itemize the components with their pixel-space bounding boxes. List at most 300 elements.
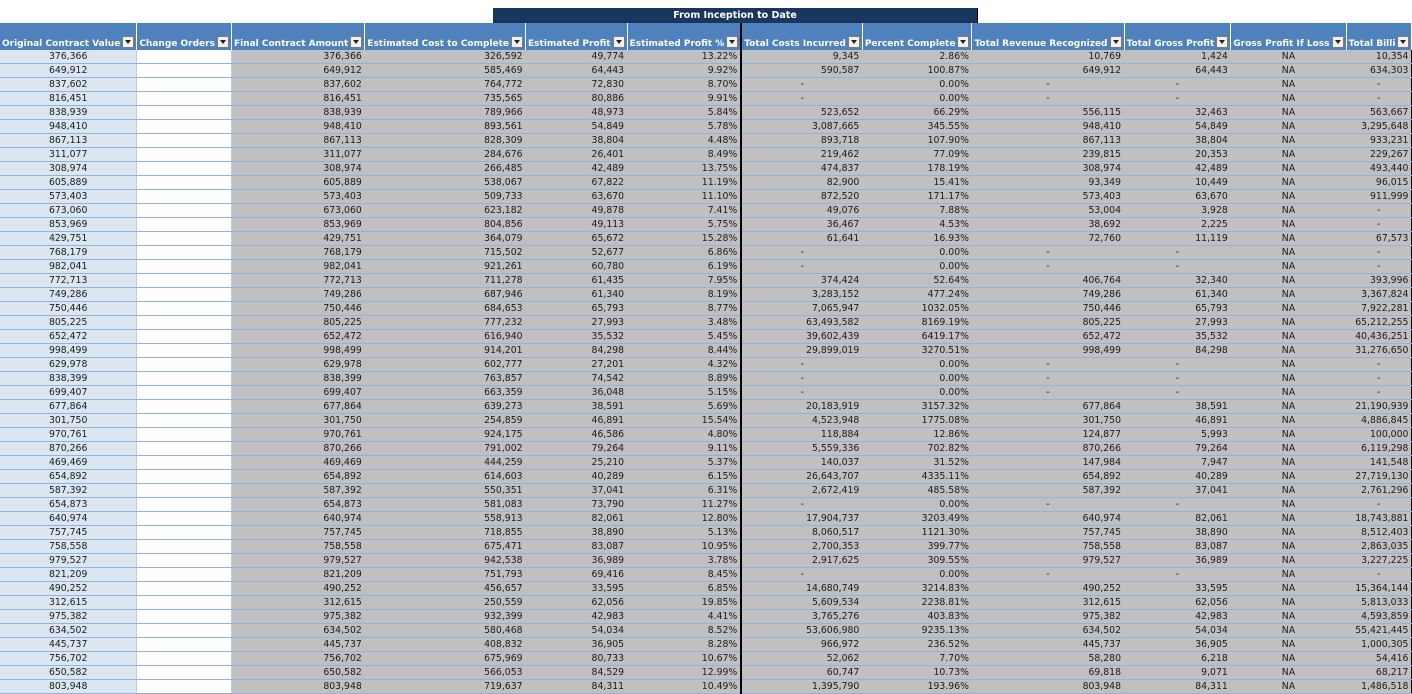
- cell-estimated-profit-pct[interactable]: 11.10%: [627, 190, 741, 204]
- cell-total-gross-profit[interactable]: 37,041: [1124, 484, 1231, 498]
- cell-original-contract-value[interactable]: 838,399: [0, 372, 137, 386]
- cell-estimated-cost-to-complete[interactable]: 616,940: [365, 330, 526, 344]
- cell-estimated-cost-to-complete[interactable]: 751,793: [365, 568, 526, 582]
- cell-change-orders[interactable]: [137, 316, 232, 330]
- cell-total-gross-profit[interactable]: 42,983: [1124, 610, 1231, 624]
- cell-final-contract-amount[interactable]: 838,939: [231, 106, 364, 120]
- cell-total-costs-incurred[interactable]: 36,467: [741, 218, 862, 232]
- cell-gross-profit-if-loss[interactable]: NA: [1231, 554, 1346, 568]
- cell-total-billings[interactable]: 27,719,130: [1346, 470, 1412, 484]
- cell-gross-profit-if-loss[interactable]: NA: [1231, 190, 1346, 204]
- cell-estimated-profit[interactable]: 84,529: [526, 666, 628, 680]
- cell-estimated-profit[interactable]: 84,298: [526, 344, 628, 358]
- cell-total-billings[interactable]: 5,813,033: [1346, 596, 1412, 610]
- cell-gross-profit-if-loss[interactable]: NA: [1231, 260, 1346, 274]
- cell-percent-complete[interactable]: 12.86%: [862, 428, 972, 442]
- cell-estimated-cost-to-complete[interactable]: 250,559: [365, 596, 526, 610]
- cell-final-contract-amount[interactable]: 654,873: [231, 498, 364, 512]
- cell-total-billings[interactable]: 67,573: [1346, 232, 1412, 246]
- cell-estimated-profit[interactable]: 27,993: [526, 316, 628, 330]
- cell-percent-complete[interactable]: 0.00%: [862, 386, 972, 400]
- cell-total-gross-profit[interactable]: 6,218: [1124, 652, 1231, 666]
- column-header-final-contract-amount[interactable]: [231, 23, 364, 50]
- cell-total-gross-profit[interactable]: 36,989: [1124, 554, 1231, 568]
- cell-percent-complete[interactable]: 0.00%: [862, 92, 972, 106]
- cell-original-contract-value[interactable]: 979,527: [0, 554, 137, 568]
- cell-estimated-profit-pct[interactable]: 5.37%: [627, 456, 741, 470]
- cell-estimated-profit[interactable]: 38,804: [526, 134, 628, 148]
- cell-change-orders[interactable]: [137, 134, 232, 148]
- cell-total-gross-profit[interactable]: 2,225: [1124, 218, 1231, 232]
- cell-total-costs-incurred[interactable]: -: [741, 498, 862, 512]
- cell-estimated-profit-pct[interactable]: 10.67%: [627, 652, 741, 666]
- cell-total-revenue-recognized[interactable]: -: [972, 498, 1124, 512]
- cell-change-orders[interactable]: [137, 470, 232, 484]
- cell-percent-complete[interactable]: 77.09%: [862, 148, 972, 162]
- cell-percent-complete[interactable]: 0.00%: [862, 246, 972, 260]
- cell-estimated-cost-to-complete[interactable]: 675,471: [365, 540, 526, 554]
- cell-percent-complete[interactable]: 31.52%: [862, 456, 972, 470]
- cell-total-costs-incurred[interactable]: 29,899,019: [741, 344, 862, 358]
- cell-change-orders[interactable]: [137, 162, 232, 176]
- cell-change-orders[interactable]: [137, 610, 232, 624]
- cell-final-contract-amount[interactable]: 750,446: [231, 302, 364, 316]
- cell-change-orders[interactable]: [137, 666, 232, 680]
- filter-dropdown-icon[interactable]: [350, 36, 362, 48]
- cell-total-revenue-recognized[interactable]: 979,527: [972, 554, 1124, 568]
- cell-original-contract-value[interactable]: 376,366: [0, 50, 137, 64]
- cell-percent-complete[interactable]: 477.24%: [862, 288, 972, 302]
- cell-original-contract-value[interactable]: 650,582: [0, 666, 137, 680]
- cell-total-revenue-recognized[interactable]: 803,948: [972, 680, 1124, 694]
- cell-gross-profit-if-loss[interactable]: NA: [1231, 386, 1346, 400]
- cell-percent-complete[interactable]: 3157.32%: [862, 400, 972, 414]
- cell-estimated-profit-pct[interactable]: 6.15%: [627, 470, 741, 484]
- cell-estimated-profit-pct[interactable]: 12.80%: [627, 512, 741, 526]
- cell-total-revenue-recognized[interactable]: 652,472: [972, 330, 1124, 344]
- cell-original-contract-value[interactable]: 573,403: [0, 190, 137, 204]
- cell-estimated-cost-to-complete[interactable]: 254,859: [365, 414, 526, 428]
- cell-final-contract-amount[interactable]: 867,113: [231, 134, 364, 148]
- cell-total-revenue-recognized[interactable]: 53,004: [972, 204, 1124, 218]
- column-header-gross-profit-if-loss[interactable]: [1231, 23, 1346, 50]
- cell-final-contract-amount[interactable]: 970,761: [231, 428, 364, 442]
- cell-final-contract-amount[interactable]: 982,041: [231, 260, 364, 274]
- cell-total-revenue-recognized[interactable]: 406,764: [972, 274, 1124, 288]
- cell-total-revenue-recognized[interactable]: 677,864: [972, 400, 1124, 414]
- cell-percent-complete[interactable]: 0.00%: [862, 260, 972, 274]
- cell-estimated-profit-pct[interactable]: 11.27%: [627, 498, 741, 512]
- cell-estimated-profit[interactable]: 61,340: [526, 288, 628, 302]
- cell-original-contract-value[interactable]: 301,750: [0, 414, 137, 428]
- cell-estimated-profit[interactable]: 27,201: [526, 358, 628, 372]
- cell-total-gross-profit[interactable]: -: [1124, 78, 1231, 92]
- cell-percent-complete[interactable]: 403.83%: [862, 610, 972, 624]
- cell-total-billings[interactable]: 54,416: [1346, 652, 1412, 666]
- cell-percent-complete[interactable]: 15.41%: [862, 176, 972, 190]
- cell-original-contract-value[interactable]: 429,751: [0, 232, 137, 246]
- cell-estimated-cost-to-complete[interactable]: 580,468: [365, 624, 526, 638]
- cell-original-contract-value[interactable]: 654,873: [0, 498, 137, 512]
- cell-percent-complete[interactable]: 8169.19%: [862, 316, 972, 330]
- cell-total-costs-incurred[interactable]: -: [741, 246, 862, 260]
- cell-total-billings[interactable]: 10,354: [1346, 50, 1412, 64]
- cell-total-billings[interactable]: 141,548: [1346, 456, 1412, 470]
- cell-estimated-cost-to-complete[interactable]: 509,733: [365, 190, 526, 204]
- cell-percent-complete[interactable]: 107.90%: [862, 134, 972, 148]
- cell-original-contract-value[interactable]: 490,252: [0, 582, 137, 596]
- cell-original-contract-value[interactable]: 308,974: [0, 162, 137, 176]
- cell-original-contract-value[interactable]: 634,502: [0, 624, 137, 638]
- filter-dropdown-icon[interactable]: [122, 36, 134, 48]
- cell-gross-profit-if-loss[interactable]: NA: [1231, 148, 1346, 162]
- cell-final-contract-amount[interactable]: 816,451: [231, 92, 364, 106]
- cell-percent-complete[interactable]: 4.53%: [862, 218, 972, 232]
- cell-gross-profit-if-loss[interactable]: NA: [1231, 246, 1346, 260]
- cell-total-gross-profit[interactable]: 63,670: [1124, 190, 1231, 204]
- cell-total-costs-incurred[interactable]: -: [741, 568, 862, 582]
- cell-percent-complete[interactable]: 0.00%: [862, 568, 972, 582]
- cell-original-contract-value[interactable]: 838,939: [0, 106, 137, 120]
- cell-estimated-profit[interactable]: 83,087: [526, 540, 628, 554]
- filter-dropdown-icon[interactable]: [957, 36, 969, 48]
- cell-total-gross-profit[interactable]: 32,340: [1124, 274, 1231, 288]
- cell-total-revenue-recognized[interactable]: 69,818: [972, 666, 1124, 680]
- cell-final-contract-amount[interactable]: 821,209: [231, 568, 364, 582]
- cell-final-contract-amount[interactable]: 979,527: [231, 554, 364, 568]
- cell-change-orders[interactable]: [137, 386, 232, 400]
- cell-final-contract-amount[interactable]: 757,745: [231, 526, 364, 540]
- cell-total-revenue-recognized[interactable]: 749,286: [972, 288, 1124, 302]
- cell-original-contract-value[interactable]: 652,472: [0, 330, 137, 344]
- cell-gross-profit-if-loss[interactable]: NA: [1231, 456, 1346, 470]
- cell-change-orders[interactable]: [137, 190, 232, 204]
- cell-total-costs-incurred[interactable]: -: [741, 92, 862, 106]
- cell-total-revenue-recognized[interactable]: 573,403: [972, 190, 1124, 204]
- cell-total-gross-profit[interactable]: -: [1124, 92, 1231, 106]
- cell-total-gross-profit[interactable]: 9,071: [1124, 666, 1231, 680]
- cell-percent-complete[interactable]: 171.17%: [862, 190, 972, 204]
- cell-gross-profit-if-loss[interactable]: NA: [1231, 162, 1346, 176]
- cell-final-contract-amount[interactable]: 490,252: [231, 582, 364, 596]
- cell-total-revenue-recognized[interactable]: 975,382: [972, 610, 1124, 624]
- cell-original-contract-value[interactable]: 699,407: [0, 386, 137, 400]
- cell-estimated-profit[interactable]: 63,670: [526, 190, 628, 204]
- cell-change-orders[interactable]: [137, 106, 232, 120]
- cell-estimated-cost-to-complete[interactable]: 558,913: [365, 512, 526, 526]
- cell-gross-profit-if-loss[interactable]: NA: [1231, 218, 1346, 232]
- cell-total-revenue-recognized[interactable]: -: [972, 372, 1124, 386]
- cell-total-billings[interactable]: 3,367,824: [1346, 288, 1412, 302]
- cell-estimated-cost-to-complete[interactable]: 266,485: [365, 162, 526, 176]
- cell-estimated-cost-to-complete[interactable]: 914,201: [365, 344, 526, 358]
- cell-final-contract-amount[interactable]: 650,582: [231, 666, 364, 680]
- cell-final-contract-amount[interactable]: 805,225: [231, 316, 364, 330]
- cell-total-costs-incurred[interactable]: -: [741, 260, 862, 274]
- cell-original-contract-value[interactable]: 749,286: [0, 288, 137, 302]
- cell-total-billings[interactable]: 68,217: [1346, 666, 1412, 680]
- cell-total-revenue-recognized[interactable]: -: [972, 246, 1124, 260]
- cell-gross-profit-if-loss[interactable]: NA: [1231, 400, 1346, 414]
- cell-estimated-profit[interactable]: 74,542: [526, 372, 628, 386]
- cell-total-gross-profit[interactable]: 11,119: [1124, 232, 1231, 246]
- cell-estimated-cost-to-complete[interactable]: 364,079: [365, 232, 526, 246]
- cell-estimated-profit-pct[interactable]: 8.77%: [627, 302, 741, 316]
- cell-estimated-cost-to-complete[interactable]: 921,261: [365, 260, 526, 274]
- cell-estimated-cost-to-complete[interactable]: 614,603: [365, 470, 526, 484]
- cell-estimated-profit-pct[interactable]: 19.85%: [627, 596, 741, 610]
- cell-total-costs-incurred[interactable]: 4,523,948: [741, 414, 862, 428]
- cell-change-orders[interactable]: [137, 540, 232, 554]
- column-header-total-billings[interactable]: [1346, 23, 1412, 50]
- cell-original-contract-value[interactable]: 867,113: [0, 134, 137, 148]
- cell-original-contract-value[interactable]: 445,737: [0, 638, 137, 652]
- cell-estimated-cost-to-complete[interactable]: 715,502: [365, 246, 526, 260]
- cell-estimated-profit-pct[interactable]: 13.22%: [627, 50, 741, 64]
- cell-final-contract-amount[interactable]: 948,410: [231, 120, 364, 134]
- cell-total-billings[interactable]: -: [1346, 260, 1412, 274]
- cell-final-contract-amount[interactable]: 998,499: [231, 344, 364, 358]
- cell-total-gross-profit[interactable]: 84,311: [1124, 680, 1231, 694]
- cell-total-billings[interactable]: -: [1346, 78, 1412, 92]
- cell-total-costs-incurred[interactable]: 966,972: [741, 638, 862, 652]
- cell-estimated-profit-pct[interactable]: 9.11%: [627, 442, 741, 456]
- cell-estimated-profit-pct[interactable]: 11.19%: [627, 176, 741, 190]
- cell-change-orders[interactable]: [137, 680, 232, 694]
- cell-estimated-profit[interactable]: 26,401: [526, 148, 628, 162]
- cell-gross-profit-if-loss[interactable]: NA: [1231, 526, 1346, 540]
- cell-total-gross-profit[interactable]: 20,353: [1124, 148, 1231, 162]
- cell-estimated-profit-pct[interactable]: 4.32%: [627, 358, 741, 372]
- cell-estimated-profit[interactable]: 67,822: [526, 176, 628, 190]
- cell-estimated-cost-to-complete[interactable]: 828,309: [365, 134, 526, 148]
- cell-change-orders[interactable]: [137, 554, 232, 568]
- cell-total-costs-incurred[interactable]: 5,609,534: [741, 596, 862, 610]
- cell-total-gross-profit[interactable]: -: [1124, 498, 1231, 512]
- cell-estimated-profit-pct[interactable]: 5.78%: [627, 120, 741, 134]
- cell-percent-complete[interactable]: 3214.83%: [862, 582, 972, 596]
- cell-total-billings[interactable]: 8,512,403: [1346, 526, 1412, 540]
- cell-estimated-profit[interactable]: 69,416: [526, 568, 628, 582]
- cell-final-contract-amount[interactable]: 853,969: [231, 218, 364, 232]
- cell-final-contract-amount[interactable]: 673,060: [231, 204, 364, 218]
- cell-gross-profit-if-loss[interactable]: NA: [1231, 64, 1346, 78]
- cell-estimated-profit[interactable]: 49,113: [526, 218, 628, 232]
- cell-change-orders[interactable]: [137, 218, 232, 232]
- cell-estimated-cost-to-complete[interactable]: 711,278: [365, 274, 526, 288]
- cell-change-orders[interactable]: [137, 414, 232, 428]
- cell-estimated-profit[interactable]: 35,532: [526, 330, 628, 344]
- column-header-total-revenue-recognized[interactable]: [972, 23, 1124, 50]
- cell-estimated-profit-pct[interactable]: 6.86%: [627, 246, 741, 260]
- cell-total-billings[interactable]: -: [1346, 358, 1412, 372]
- cell-final-contract-amount[interactable]: 301,750: [231, 414, 364, 428]
- cell-total-gross-profit[interactable]: 7,947: [1124, 456, 1231, 470]
- cell-gross-profit-if-loss[interactable]: NA: [1231, 330, 1346, 344]
- cell-total-costs-incurred[interactable]: 7,065,947: [741, 302, 862, 316]
- cell-estimated-profit-pct[interactable]: 8.45%: [627, 568, 741, 582]
- cell-estimated-cost-to-complete[interactable]: 444,259: [365, 456, 526, 470]
- cell-estimated-profit-pct[interactable]: 3.48%: [627, 316, 741, 330]
- cell-total-costs-incurred[interactable]: 474,837: [741, 162, 862, 176]
- cell-estimated-cost-to-complete[interactable]: 735,565: [365, 92, 526, 106]
- cell-gross-profit-if-loss[interactable]: NA: [1231, 638, 1346, 652]
- cell-estimated-profit-pct[interactable]: 6.31%: [627, 484, 741, 498]
- cell-percent-complete[interactable]: 485.58%: [862, 484, 972, 498]
- cell-total-revenue-recognized[interactable]: -: [972, 386, 1124, 400]
- cell-original-contract-value[interactable]: 870,266: [0, 442, 137, 456]
- cell-change-orders[interactable]: [137, 484, 232, 498]
- cell-estimated-profit-pct[interactable]: 15.28%: [627, 232, 741, 246]
- cell-estimated-cost-to-complete[interactable]: 687,946: [365, 288, 526, 302]
- cell-total-revenue-recognized[interactable]: 10,769: [972, 50, 1124, 64]
- cell-total-billings[interactable]: 7,922,281: [1346, 302, 1412, 316]
- cell-change-orders[interactable]: [137, 204, 232, 218]
- cell-gross-profit-if-loss[interactable]: NA: [1231, 484, 1346, 498]
- cell-estimated-profit-pct[interactable]: 4.80%: [627, 428, 741, 442]
- cell-percent-complete[interactable]: 10.73%: [862, 666, 972, 680]
- cell-total-revenue-recognized[interactable]: 640,974: [972, 512, 1124, 526]
- cell-estimated-profit-pct[interactable]: 7.95%: [627, 274, 741, 288]
- cell-estimated-cost-to-complete[interactable]: 675,969: [365, 652, 526, 666]
- cell-total-costs-incurred[interactable]: 14,680,749: [741, 582, 862, 596]
- cell-total-gross-profit[interactable]: 64,443: [1124, 64, 1231, 78]
- cell-total-revenue-recognized[interactable]: 147,984: [972, 456, 1124, 470]
- cell-total-billings[interactable]: 6,119,298: [1346, 442, 1412, 456]
- cell-final-contract-amount[interactable]: 699,407: [231, 386, 364, 400]
- cell-change-orders[interactable]: [137, 624, 232, 638]
- cell-total-gross-profit[interactable]: -: [1124, 246, 1231, 260]
- cell-estimated-profit-pct[interactable]: 8.70%: [627, 78, 741, 92]
- cell-percent-complete[interactable]: 309.55%: [862, 554, 972, 568]
- cell-total-gross-profit[interactable]: 10,449: [1124, 176, 1231, 190]
- cell-change-orders[interactable]: [137, 512, 232, 526]
- cell-total-costs-incurred[interactable]: 49,076: [741, 204, 862, 218]
- cell-change-orders[interactable]: [137, 568, 232, 582]
- cell-total-billings[interactable]: 21,190,939: [1346, 400, 1412, 414]
- filter-dropdown-icon[interactable]: [613, 36, 625, 48]
- cell-total-revenue-recognized[interactable]: 634,502: [972, 624, 1124, 638]
- cell-percent-complete[interactable]: 1032.05%: [862, 302, 972, 316]
- cell-estimated-profit[interactable]: 60,780: [526, 260, 628, 274]
- cell-total-revenue-recognized[interactable]: 556,115: [972, 106, 1124, 120]
- cell-estimated-profit[interactable]: 80,733: [526, 652, 628, 666]
- cell-original-contract-value[interactable]: 998,499: [0, 344, 137, 358]
- cell-estimated-profit-pct[interactable]: 8.28%: [627, 638, 741, 652]
- cell-estimated-profit-pct[interactable]: 8.44%: [627, 344, 741, 358]
- cell-gross-profit-if-loss[interactable]: NA: [1231, 666, 1346, 680]
- cell-total-billings[interactable]: 3,295,648: [1346, 120, 1412, 134]
- cell-estimated-profit[interactable]: 49,878: [526, 204, 628, 218]
- cell-final-contract-amount[interactable]: 649,912: [231, 64, 364, 78]
- column-header-estimated-cost-to-complete[interactable]: [365, 23, 526, 50]
- cell-change-orders[interactable]: [137, 582, 232, 596]
- cell-estimated-profit[interactable]: 62,056: [526, 596, 628, 610]
- cell-percent-complete[interactable]: 345.55%: [862, 120, 972, 134]
- cell-estimated-profit[interactable]: 36,048: [526, 386, 628, 400]
- cell-total-costs-incurred[interactable]: 8,060,517: [741, 526, 862, 540]
- cell-total-revenue-recognized[interactable]: 757,745: [972, 526, 1124, 540]
- cell-original-contract-value[interactable]: 821,209: [0, 568, 137, 582]
- cell-percent-complete[interactable]: 4335.11%: [862, 470, 972, 484]
- cell-change-orders[interactable]: [137, 372, 232, 386]
- cell-total-revenue-recognized[interactable]: 654,892: [972, 470, 1124, 484]
- cell-change-orders[interactable]: [137, 498, 232, 512]
- cell-total-revenue-recognized[interactable]: 445,737: [972, 638, 1124, 652]
- cell-total-costs-incurred[interactable]: -: [741, 78, 862, 92]
- cell-total-billings[interactable]: 100,000: [1346, 428, 1412, 442]
- cell-total-revenue-recognized[interactable]: -: [972, 358, 1124, 372]
- cell-original-contract-value[interactable]: 853,969: [0, 218, 137, 232]
- cell-gross-profit-if-loss[interactable]: NA: [1231, 652, 1346, 666]
- cell-total-gross-profit[interactable]: 35,532: [1124, 330, 1231, 344]
- cell-estimated-cost-to-complete[interactable]: 623,182: [365, 204, 526, 218]
- cell-change-orders[interactable]: [137, 330, 232, 344]
- cell-change-orders[interactable]: [137, 302, 232, 316]
- cell-gross-profit-if-loss[interactable]: NA: [1231, 176, 1346, 190]
- cell-change-orders[interactable]: [137, 526, 232, 540]
- cell-estimated-cost-to-complete[interactable]: 763,857: [365, 372, 526, 386]
- cell-final-contract-amount[interactable]: 837,602: [231, 78, 364, 92]
- filter-dropdown-icon[interactable]: [511, 36, 523, 48]
- cell-estimated-profit[interactable]: 52,677: [526, 246, 628, 260]
- cell-change-orders[interactable]: [137, 120, 232, 134]
- cell-total-billings[interactable]: 493,440: [1346, 162, 1412, 176]
- cell-total-costs-incurred[interactable]: 3,765,276: [741, 610, 862, 624]
- cell-total-revenue-recognized[interactable]: 867,113: [972, 134, 1124, 148]
- cell-total-gross-profit[interactable]: -: [1124, 386, 1231, 400]
- cell-estimated-profit[interactable]: 65,793: [526, 302, 628, 316]
- cell-total-costs-incurred[interactable]: 5,559,336: [741, 442, 862, 456]
- filter-dropdown-icon[interactable]: [1110, 36, 1122, 48]
- cell-change-orders[interactable]: [137, 442, 232, 456]
- cell-estimated-profit[interactable]: 38,890: [526, 526, 628, 540]
- cell-total-costs-incurred[interactable]: 26,643,707: [741, 470, 862, 484]
- cell-total-gross-profit[interactable]: 40,289: [1124, 470, 1231, 484]
- cell-total-billings[interactable]: 4,886,845: [1346, 414, 1412, 428]
- cell-original-contract-value[interactable]: 758,558: [0, 540, 137, 554]
- cell-total-costs-incurred[interactable]: -: [741, 372, 862, 386]
- cell-percent-complete[interactable]: 3270.51%: [862, 344, 972, 358]
- cell-percent-complete[interactable]: 52.64%: [862, 274, 972, 288]
- cell-estimated-profit[interactable]: 40,289: [526, 470, 628, 484]
- cell-estimated-profit[interactable]: 73,790: [526, 498, 628, 512]
- cell-percent-complete[interactable]: 9235.13%: [862, 624, 972, 638]
- cell-estimated-cost-to-complete[interactable]: 663,359: [365, 386, 526, 400]
- cell-percent-complete[interactable]: 702.82%: [862, 442, 972, 456]
- cell-gross-profit-if-loss[interactable]: NA: [1231, 302, 1346, 316]
- cell-final-contract-amount[interactable]: 756,702: [231, 652, 364, 666]
- cell-total-revenue-recognized[interactable]: 239,815: [972, 148, 1124, 162]
- cell-final-contract-amount[interactable]: 870,266: [231, 442, 364, 456]
- cell-total-billings[interactable]: -: [1346, 204, 1412, 218]
- cell-change-orders[interactable]: [137, 78, 232, 92]
- cell-estimated-profit[interactable]: 64,443: [526, 64, 628, 78]
- cell-total-gross-profit[interactable]: 61,340: [1124, 288, 1231, 302]
- cell-estimated-cost-to-complete[interactable]: 924,175: [365, 428, 526, 442]
- cell-percent-complete[interactable]: 100.87%: [862, 64, 972, 78]
- cell-change-orders[interactable]: [137, 64, 232, 78]
- cell-percent-complete[interactable]: 236.52%: [862, 638, 972, 652]
- cell-total-gross-profit[interactable]: 54,034: [1124, 624, 1231, 638]
- cell-gross-profit-if-loss[interactable]: NA: [1231, 540, 1346, 554]
- cell-percent-complete[interactable]: 66.29%: [862, 106, 972, 120]
- cell-estimated-cost-to-complete[interactable]: 804,856: [365, 218, 526, 232]
- cell-total-billings[interactable]: 1,000,305: [1346, 638, 1412, 652]
- cell-total-gross-profit[interactable]: 82,061: [1124, 512, 1231, 526]
- cell-estimated-profit-pct[interactable]: 12.99%: [627, 666, 741, 680]
- cell-change-orders[interactable]: [137, 176, 232, 190]
